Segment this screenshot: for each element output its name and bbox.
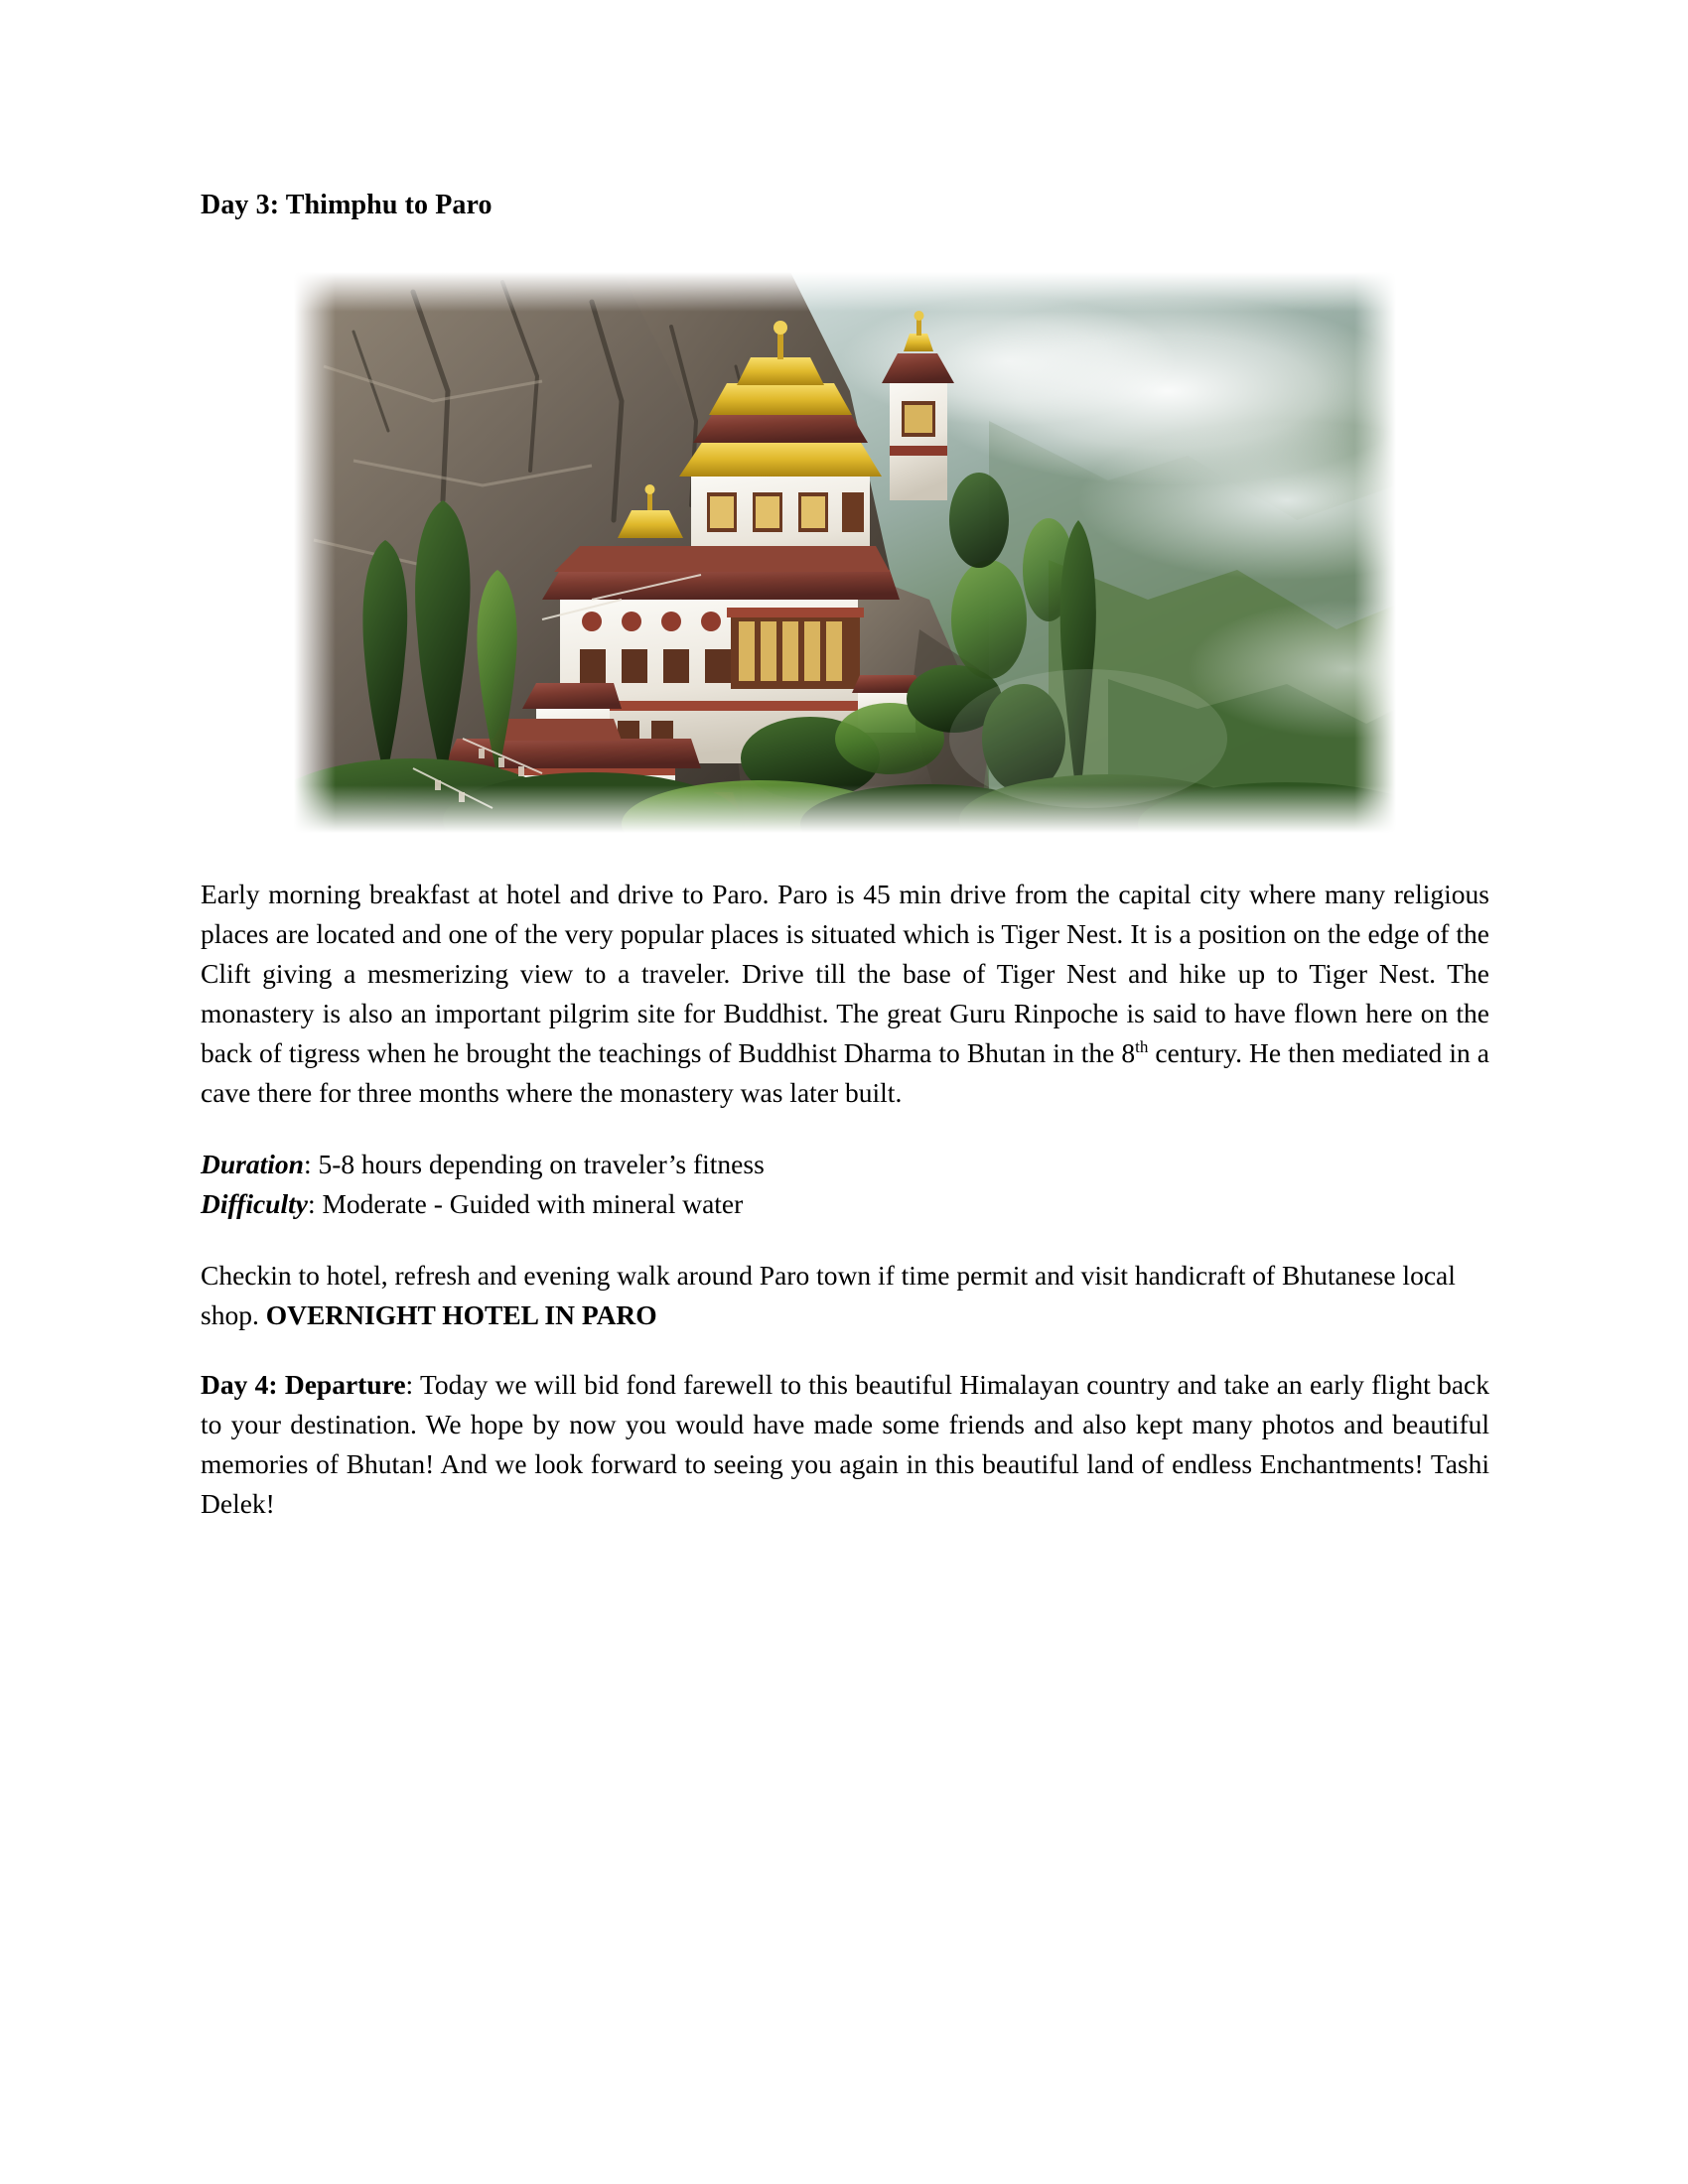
difficulty-value: : Moderate - Guided with mineral water: [307, 1187, 744, 1219]
paragraph-main: [201, 875, 1489, 1113]
paragraph-specs: [201, 1145, 1489, 1224]
duration-value: : 5-8 hours depending on traveler’s fitness: [303, 1148, 765, 1179]
difficulty-label: Difficulty: [201, 1187, 308, 1219]
difficulty-line: [201, 1184, 1489, 1224]
photo-block: [201, 272, 1489, 833]
page-title: Day 3: Thimphu to Paro: [201, 190, 492, 220]
paragraph-main-text: Early morning breakfast at hotel and drive to Paro. Paro is 45 min drive from the capital city where many religious places are located and one of the very popular places is situated which is Tiger Nest. It is a position on the edge of the Clift giving a mesmerizing view to a traveler. Drive till the base of Tiger Nest and hike up to Tiger Nest. The monastery is also an important pilgrim site for Buddhist. The great Guru Rinpoche is said to have flown here on the back of tigress when he brought the teachings of Buddhist Dharma to Bhutan in the 8: [201, 878, 1489, 1068]
day4-label: Day 4: Departure: [201, 1368, 406, 1400]
day4-text: : Today we will bid fond farewell to this beautiful Himalayan country and take an early flight back to your destination. We hope by now you would have made some friends and also kept many photos and beautiful memories of Bhutan! And we look forward to seeing you again in this beautiful land of endless Enchantments! Tashi Delek!: [201, 1368, 1489, 1519]
monastery-illustration: [294, 272, 1396, 833]
duration-line: [201, 1145, 1489, 1184]
paragraph-main-tail: century. He then mediated in a cave there for three months where the monastery was later built.: [201, 1036, 1489, 1108]
paragraph-day4: [201, 1365, 1489, 1524]
overnight-hotel-note: OVERNIGHT HOTEL IN PARO: [265, 1298, 657, 1330]
ordinal-superscript: th: [1135, 1036, 1149, 1056]
paragraph-checkin: [201, 1256, 1489, 1335]
tigers-nest-monastery-photo: [294, 272, 1396, 833]
duration-label: Duration: [201, 1148, 304, 1179]
checkin-text: Checkin to hotel, refresh and evening walk around Paro town if time permit and visit handicraft of Bhutanese local shop.: [201, 1259, 1456, 1330]
document-content-column: [201, 0, 1489, 1524]
